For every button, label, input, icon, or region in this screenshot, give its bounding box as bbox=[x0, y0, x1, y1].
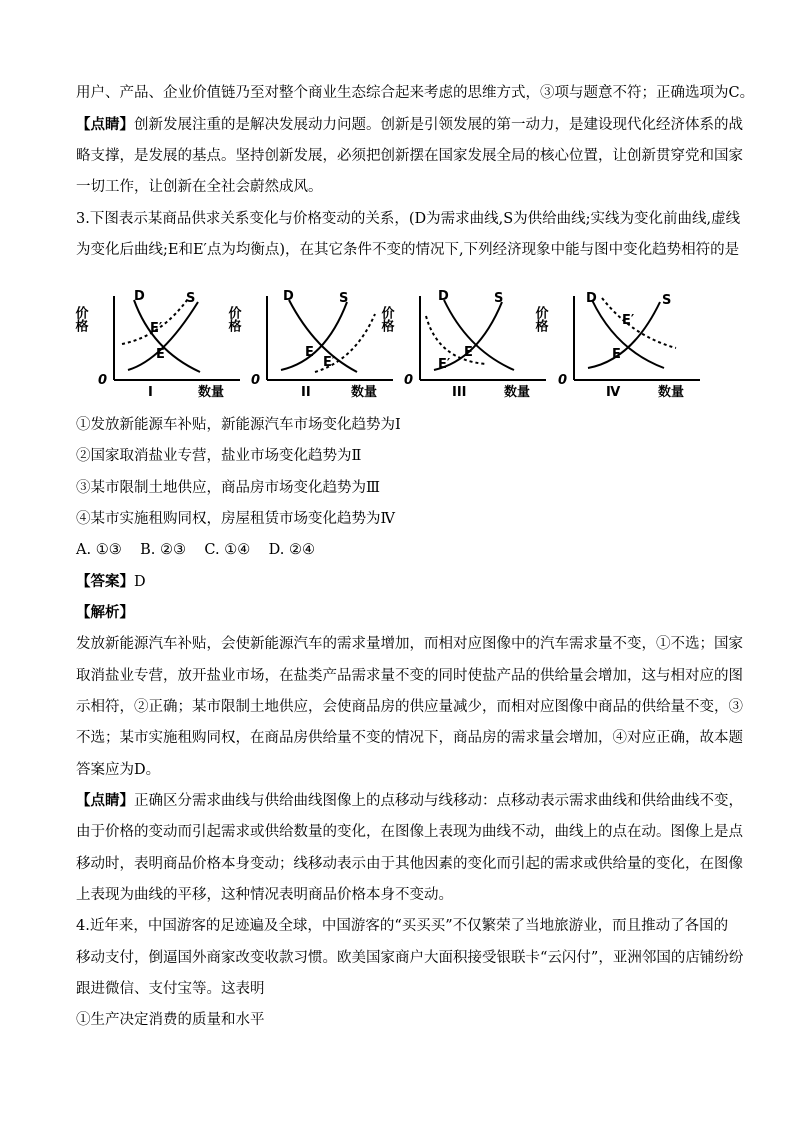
figure-2 bbox=[225, 280, 405, 400]
figure-numeral: II bbox=[301, 385, 311, 400]
answer-tag: 【答案】 bbox=[76, 574, 134, 590]
figure-numeral: I bbox=[148, 385, 153, 400]
origin-label: 0 bbox=[251, 373, 261, 388]
option-2: ②国家取消盐业专营，盐业市场变化趋势为Ⅱ bbox=[76, 448, 362, 464]
question-3-stem-2: 为变化后曲线;E和E′点为均衡点)，在其它条件不变的情况下,下列经济现象中能与图中变化趋势相符的是 bbox=[76, 242, 740, 258]
figure-3 bbox=[378, 280, 558, 400]
analysis-line: 不选；某市实施租购同权，在商品房供给量不变的情况下，商品房的需求量会增加，④对应正确，故本题 bbox=[76, 730, 743, 746]
curve-s-label: S bbox=[339, 291, 349, 306]
origin-label: 0 bbox=[98, 373, 108, 388]
analysis-line: 示相符，②正确；某市限制土地供应，会使商品房的供应量减少，而相对应图像中商品的供给量不变，③ bbox=[76, 699, 743, 715]
text-line: 略支撑，是发展的基点。坚持创新发展，必须把创新摆在国家发展全局的核心位置，让创新贯穿党和国家 bbox=[76, 148, 743, 164]
commentary-text: 正确区分需求曲线与供给曲线图像上的点移动与线移动：点移动表示需求曲线和供给曲线不变， bbox=[134, 793, 743, 809]
origin-label: 0 bbox=[404, 373, 414, 388]
curve-s-label: S bbox=[662, 293, 672, 308]
point-e-label: E bbox=[305, 345, 314, 360]
analysis-line: 答案应为D。 bbox=[76, 762, 161, 778]
analysis-line: 取消盐业专营，放开盐业市场，在盐类产品需求量不变的同时使盐产品的供给量会增加，这与相对应的图 bbox=[76, 668, 743, 684]
option-3: ③某市限制土地供应，商品房市场变化趋势为Ⅲ bbox=[76, 480, 380, 496]
option-1: ①发放新能源车补贴，新能源汽车市场变化趋势为Ⅰ bbox=[76, 417, 401, 433]
x-axis-label: 数量 bbox=[504, 385, 531, 400]
y-axis-label: 价格 bbox=[532, 306, 548, 332]
text-line: 一切工作，让创新在全社会蔚然成风。 bbox=[76, 179, 323, 195]
question-4-stem: 移动支付，倒逼国外商家改变收款习惯。欧美国家商户大面积接受银联卡“云闪付”，亚洲邻国的店铺纷纷 bbox=[76, 950, 744, 966]
figure-1 bbox=[72, 280, 252, 400]
commentary-line bbox=[76, 115, 743, 135]
answer-choices: A. ①③ B. ②③ C. ①④ D. ②④ bbox=[76, 542, 315, 558]
origin-label: 0 bbox=[558, 373, 568, 388]
commentary-tag: 【点睛】 bbox=[76, 793, 134, 809]
analysis-tag: 【解析】 bbox=[76, 605, 134, 621]
curve-d-label: D bbox=[438, 289, 449, 304]
curve-s-label: S bbox=[186, 291, 196, 306]
supply-demand-figures bbox=[72, 280, 712, 400]
point-e2-label: E′ bbox=[438, 357, 451, 372]
point-e-label: E bbox=[612, 347, 621, 362]
curve-d-label: D bbox=[134, 289, 145, 304]
question-4-stem: 跟进微信、支付宝等。这表明 bbox=[76, 981, 265, 997]
point-e-label: E bbox=[156, 347, 165, 362]
y-axis-label: 价格 bbox=[72, 306, 88, 332]
commentary-line bbox=[76, 791, 743, 811]
question-4-option-1: ①生产决定消费的质量和水平 bbox=[76, 1012, 265, 1028]
x-axis-label: 数量 bbox=[658, 385, 685, 400]
question-4-stem: 4.近年来，中国游客的足迹遍及全球，中国游客的“买买买”不仅繁荣了当地旅游业，而且推动了各国的 bbox=[76, 918, 729, 934]
point-e2-label: E′ bbox=[150, 321, 163, 336]
y-axis-label: 价格 bbox=[225, 306, 241, 332]
curve-d-label: D bbox=[283, 289, 294, 304]
commentary-line: 上表现为曲线的平移，这种情况表明商品价格本身不变动。 bbox=[76, 887, 453, 903]
analysis-heading bbox=[76, 603, 134, 623]
commentary-tag: 【点睛】 bbox=[76, 117, 134, 133]
y-axis-label: 价格 bbox=[378, 306, 394, 332]
point-e2-label: E′ bbox=[323, 355, 336, 370]
point-e2-label: E′ bbox=[622, 313, 635, 328]
curve-d-label: D bbox=[586, 291, 597, 306]
x-axis-label: 数量 bbox=[351, 385, 378, 400]
text-line: 用户、产品、企业价值链乃至对整个商业生态综合起来考虑的思维方式，③项与题意不符；正确选项为C。 bbox=[76, 85, 755, 101]
point-e-label: E bbox=[464, 345, 473, 360]
x-axis-label: 数量 bbox=[198, 385, 225, 400]
answer-line bbox=[76, 572, 146, 592]
curve-s-label: S bbox=[494, 291, 504, 306]
question-3-stem: 3.下图表示某商品供求关系变化与价格变动的关系，(D为需求曲线,S为供给曲线;实线为变化前曲线,虚线 bbox=[76, 211, 741, 227]
answer-value: D bbox=[134, 574, 146, 590]
figure-numeral: III bbox=[452, 385, 467, 400]
commentary-text: 创新发展注重的是解决发展动力问题。创新是引领发展的第一动力，是建设现代化经济体系的战 bbox=[134, 117, 743, 133]
analysis-line: 发放新能源汽车补贴，会使新能源汽车的需求量增加，而相对应图像中的汽车需求量不变，①不选；国家 bbox=[76, 636, 743, 652]
option-4: ④某市实施租购同权，房屋租赁市场变化趋势为Ⅳ bbox=[76, 511, 395, 527]
figure-numeral: Ⅳ bbox=[606, 385, 621, 400]
commentary-line: 由于价格的变动而引起需求或供给数量的变化，在图像上表现为曲线不动，曲线上的点在动。图像上是点 bbox=[76, 824, 743, 840]
commentary-line: 移动时，表明商品价格本身变动；线移动表示由于其他因素的变化而引起的需求或供给量的变化，在图像 bbox=[76, 856, 743, 872]
figure-4 bbox=[532, 280, 712, 400]
